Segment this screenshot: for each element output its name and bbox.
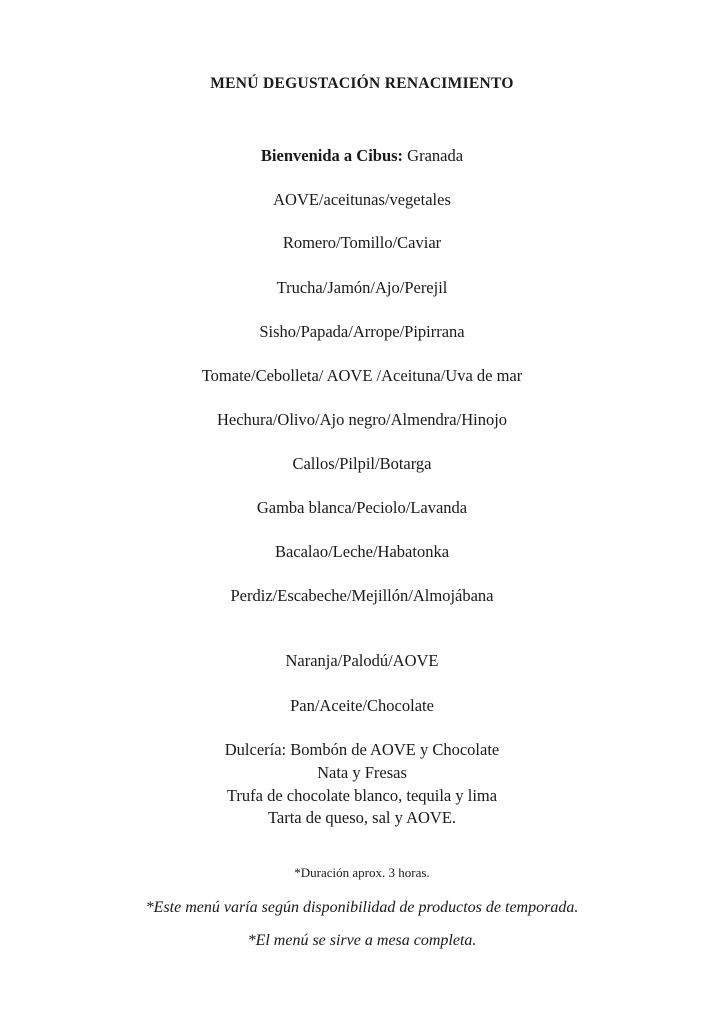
course-item: Callos/Pilpil/Botarga	[292, 454, 432, 473]
welcome-value: Granada	[407, 146, 464, 165]
course-item: Tomate/Cebolleta/ AOVE /Aceituna/Uva de mar	[201, 366, 523, 385]
full-table-note: *El menú se sirve a mesa completa.	[247, 932, 477, 949]
dulceria-line: Trufa de chocolate blanco, tequila y lima	[226, 786, 498, 805]
dessert-item: Naranja/Palodú/AOVE	[285, 651, 439, 670]
course-item: Trucha/Jamón/Ajo/Perejil	[276, 278, 448, 297]
welcome-line	[0, 146, 724, 166]
dulceria-line: Tarta de queso, sal y AOVE.	[267, 808, 457, 827]
dessert-item: Pan/Aceite/Chocolate	[290, 696, 434, 715]
course-item: Hechura/Olivo/Ajo negro/Almendra/Hinojo	[216, 410, 508, 429]
course-item: Romero/Tomillo/Caviar	[282, 233, 442, 252]
course-item: Gamba blanca/Peciolo/Lavanda	[256, 498, 468, 517]
course-item: Perdiz/Escabeche/Mejillón/Almojábana	[230, 586, 494, 605]
course-item: AOVE/aceitunas/vegetales	[273, 190, 451, 209]
welcome-label: Bienvenida a Cibus:	[260, 146, 404, 165]
duration-note: *Duración aprox. 3 horas.	[294, 865, 430, 880]
dulceria-line: Nata y Fresas	[317, 763, 407, 782]
dulceria-line: Dulcería: Bombón de AOVE y Chocolate	[224, 740, 500, 759]
course-item: Sisho/Papada/Arrope/Pipirrana	[259, 322, 465, 341]
course-item: Bacalao/Leche/Habatonka	[274, 542, 450, 561]
menu-title: MENÚ DEGUSTACIÓN RENACIMIENTO	[210, 75, 514, 92]
seasonal-note: *Este menú varía según disponibilidad de productos de temporada.	[145, 899, 579, 916]
